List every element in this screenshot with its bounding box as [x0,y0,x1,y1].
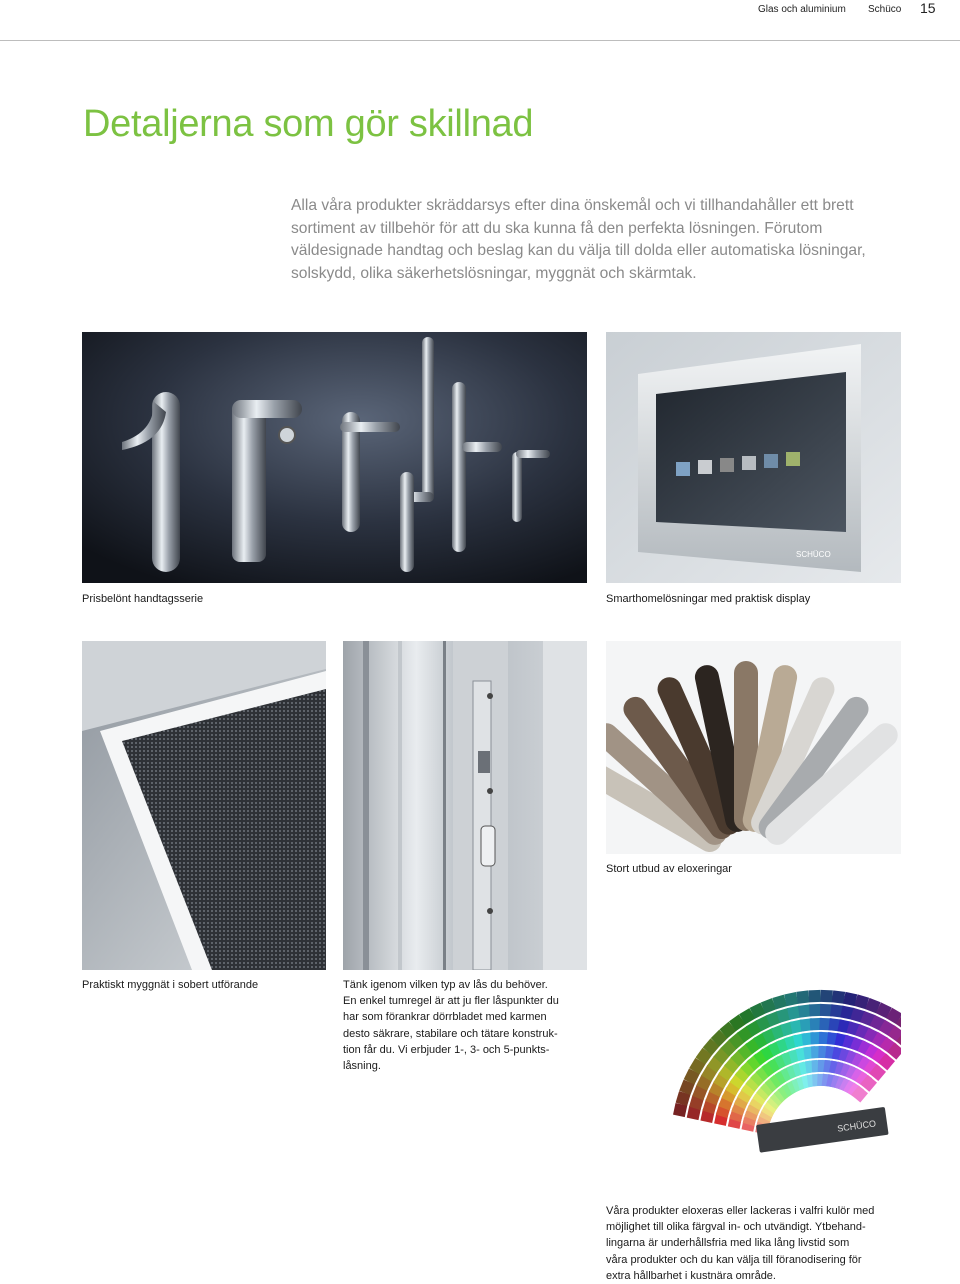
color-fan-photo [606,965,901,1195]
header-brand: Schüco [868,4,902,15]
lock-line: låsning. [343,1060,381,1073]
lock-line: har som förankrar dörrbladet med karmen [343,1011,547,1024]
header-section: Glas och aluminium [758,4,846,15]
page-title: Detaljerna som gör skillnad [83,103,534,145]
lock-line: Tänk igenom vilken typ av lås du behöver. [343,979,548,991]
fan-brand: SCHÜCO [836,1118,877,1134]
swatches-photo [606,641,901,854]
handles-photo [82,332,587,583]
color-line: lingarna är underhållsfria med lika lång livstid som [606,1237,850,1250]
lock-paragraph [343,977,559,1074]
smarthome-photo [606,332,901,583]
intro-line: Alla våra produkter skräddarsys efter dina önskemål och vi tillhandahåller ett brett [291,197,854,214]
caption-swatches: Stort utbud av eloxeringar [606,863,732,875]
lock-line: desto säkrare, stabilare och tätare konstruk- [343,1027,558,1040]
intro-line: sortiment av tillbehör för att du ska kunna få den perfekta lösningen. Förutom [291,219,823,237]
color-line: Våra produkter eloxeras eller lackeras i valfri kulör med [606,1205,875,1217]
door-lock-photo [343,641,587,970]
caption-mosquito: Praktiskt myggnät i sobert utförande [82,979,259,991]
lock-line: En enkel tumregel är att ju fler låspunkter du [343,995,559,1008]
mosquito-net-photo [82,641,326,970]
page-number: 15 [920,0,936,16]
caption-smarthome: Smarthomelösningar med praktisk display [606,593,811,605]
color-line: våra produkter och du kan välja till föranodisering för [606,1253,862,1266]
header-rule [0,40,960,41]
color-paragraph [606,1203,874,1284]
color-line: extra hållbarhet i kustnära område. [606,1269,776,1282]
page-header [0,0,960,40]
intro-line: solskydd, olika säkerhetslösningar, myggnät och skärmtak. [291,264,697,282]
intro-text [291,195,901,285]
lock-line: tion får du. Vi erbjuder 1-, 3- och 5-punkts- [343,1043,550,1056]
intro-line: väldesignade handtag och beslag kan du välja till dolda eller automatiska lösningar, [291,242,866,259]
caption-handles: Prisbelönt handtagsserie [82,593,204,605]
display-brand: SCHÜCO [796,550,831,559]
color-line: möjlighet till olika färgval in- och utvändigt. Ytbehand- [606,1221,866,1234]
